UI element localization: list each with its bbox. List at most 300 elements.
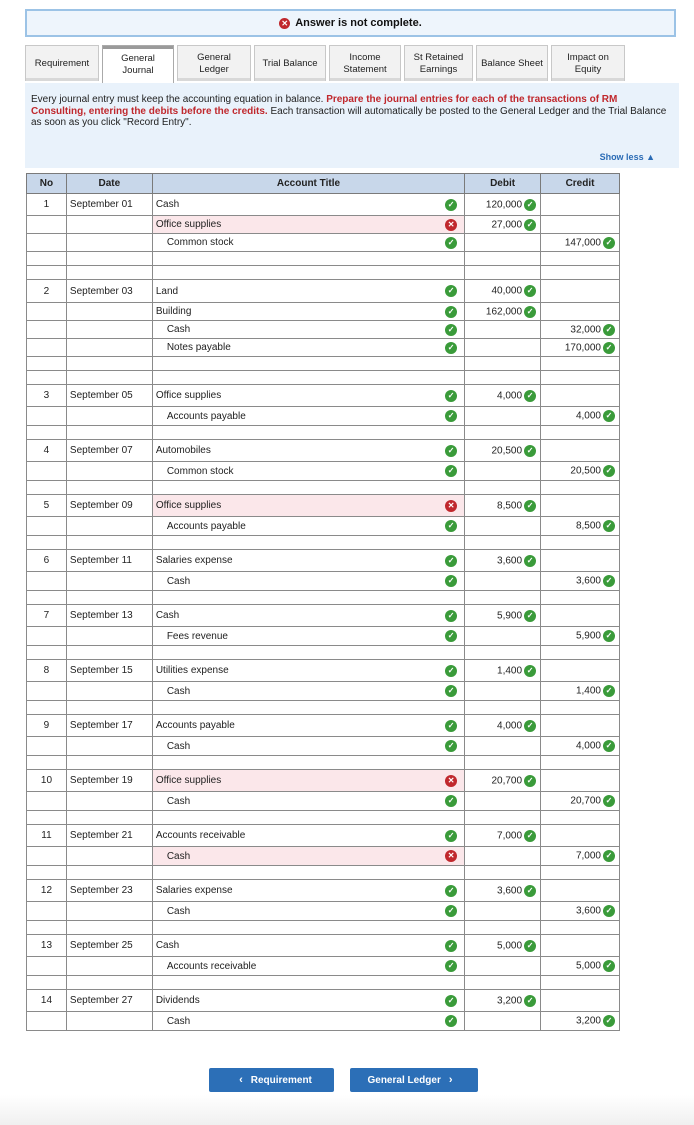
account-title-cell[interactable] bbox=[152, 517, 464, 536]
entry-date-cell[interactable]: September 21 bbox=[66, 825, 152, 847]
entry-date-cell[interactable]: September 03 bbox=[66, 280, 152, 303]
account-title: Cash bbox=[166, 685, 191, 697]
debit-cell[interactable] bbox=[465, 957, 541, 976]
credit-amount: 170,000 bbox=[564, 342, 601, 354]
account-title-cell[interactable] bbox=[152, 280, 464, 303]
entry-number: 11 bbox=[27, 825, 67, 847]
check-icon: ✓ bbox=[445, 237, 457, 249]
credit-cell[interactable] bbox=[541, 811, 620, 825]
account-title-cell[interactable] bbox=[152, 737, 464, 756]
debit-cell[interactable] bbox=[465, 426, 541, 440]
debit-cell[interactable] bbox=[465, 976, 541, 990]
account-title-cell[interactable] bbox=[152, 216, 464, 234]
account-title: Cash bbox=[166, 1015, 191, 1027]
entry-date-cell bbox=[66, 847, 152, 866]
journal-line bbox=[27, 303, 620, 321]
journal-line bbox=[27, 194, 620, 216]
account-title-cell[interactable] bbox=[152, 701, 464, 715]
credit-amount: 3,600 bbox=[575, 905, 601, 917]
credit-cell[interactable] bbox=[541, 194, 620, 216]
account-title-cell[interactable] bbox=[152, 550, 464, 572]
credit-cell[interactable] bbox=[541, 462, 620, 481]
account-title: Cash bbox=[166, 795, 191, 807]
account-title-cell[interactable] bbox=[152, 591, 464, 605]
account-title-cell[interactable] bbox=[152, 646, 464, 660]
debit-cell[interactable] bbox=[465, 536, 541, 550]
entry-number bbox=[27, 866, 67, 880]
credit-cell[interactable] bbox=[541, 426, 620, 440]
debit-cell[interactable] bbox=[465, 737, 541, 756]
account-title-cell[interactable] bbox=[152, 682, 464, 701]
debit-cell[interactable] bbox=[465, 303, 541, 321]
credit-cell[interactable] bbox=[541, 1012, 620, 1031]
account-title-cell[interactable] bbox=[152, 1012, 464, 1031]
account-title-cell[interactable] bbox=[152, 770, 464, 792]
tab-balance-sheet[interactable]: Balance Sheet bbox=[476, 45, 548, 81]
check-icon: ✓ bbox=[445, 1015, 457, 1027]
entry-date-cell bbox=[66, 234, 152, 252]
account-title-cell[interactable] bbox=[152, 194, 464, 216]
journal-line bbox=[27, 792, 620, 811]
journal-header-row bbox=[27, 174, 620, 194]
credit-cell[interactable] bbox=[541, 357, 620, 371]
entry-date-cell[interactable] bbox=[66, 866, 152, 880]
account-title-cell[interactable] bbox=[152, 811, 464, 825]
entry-number bbox=[27, 339, 67, 357]
debit-amount: 1,400 bbox=[497, 665, 523, 677]
debit-cell[interactable] bbox=[465, 321, 541, 339]
entry-date-cell[interactable]: September 07 bbox=[66, 440, 152, 462]
entry-number bbox=[27, 266, 67, 280]
account-title: Cash bbox=[166, 850, 191, 862]
blank-journal-line bbox=[27, 701, 620, 715]
entry-number bbox=[27, 572, 67, 591]
credit-cell[interactable] bbox=[541, 303, 620, 321]
debit-cell[interactable] bbox=[465, 825, 541, 847]
debit-cell[interactable] bbox=[465, 440, 541, 462]
blank-journal-line bbox=[27, 426, 620, 440]
check-icon: ✓ bbox=[445, 285, 457, 297]
debit-cell[interactable] bbox=[465, 371, 541, 385]
debit-amount: 27,000 bbox=[491, 219, 523, 231]
debit-cell[interactable] bbox=[465, 252, 541, 266]
account-title: Fees revenue bbox=[166, 630, 228, 642]
check-icon: ✓ bbox=[445, 960, 457, 972]
journal-line bbox=[27, 385, 620, 407]
credit-cell[interactable] bbox=[541, 847, 620, 866]
credit-cell[interactable] bbox=[541, 660, 620, 682]
check-icon: ✓ bbox=[603, 1015, 615, 1027]
credit-cell[interactable] bbox=[541, 234, 620, 252]
debit-cell[interactable] bbox=[465, 572, 541, 591]
credit-cell[interactable] bbox=[541, 921, 620, 935]
debit-cell[interactable] bbox=[465, 756, 541, 770]
debit-amount: 40,000 bbox=[491, 285, 523, 297]
error-x-icon: ✕ bbox=[445, 219, 457, 231]
entry-number bbox=[27, 701, 67, 715]
debit-cell[interactable] bbox=[465, 550, 541, 572]
check-icon: ✓ bbox=[603, 740, 615, 752]
check-icon: ✓ bbox=[524, 306, 536, 318]
check-icon: ✓ bbox=[445, 830, 457, 842]
account-title-cell[interactable] bbox=[152, 715, 464, 737]
debit-amount: 20,700 bbox=[491, 775, 523, 787]
account-title-cell[interactable] bbox=[152, 866, 464, 880]
debit-cell[interactable] bbox=[465, 216, 541, 234]
col-header-debit: Debit bbox=[465, 174, 541, 194]
debit-cell[interactable] bbox=[465, 770, 541, 792]
journal-body bbox=[27, 194, 620, 1031]
journal-line bbox=[27, 737, 620, 756]
account-title-cell[interactable] bbox=[152, 660, 464, 682]
credit-amount: 32,000 bbox=[570, 324, 601, 336]
credit-amount: 5,900 bbox=[575, 630, 601, 642]
credit-cell[interactable] bbox=[541, 935, 620, 957]
debit-cell[interactable] bbox=[465, 902, 541, 921]
blank-journal-line bbox=[27, 921, 620, 935]
account-title-cell[interactable] bbox=[152, 385, 464, 407]
blank-journal-line bbox=[27, 371, 620, 385]
debit-cell[interactable] bbox=[465, 462, 541, 481]
account-title-cell[interactable] bbox=[152, 957, 464, 976]
entry-date-cell[interactable]: September 15 bbox=[66, 660, 152, 682]
account-title-cell[interactable] bbox=[152, 536, 464, 550]
credit-cell[interactable] bbox=[541, 792, 620, 811]
page-footer bbox=[0, 1095, 694, 1125]
check-icon: ✓ bbox=[445, 940, 457, 952]
journal-line bbox=[27, 321, 620, 339]
credit-cell[interactable] bbox=[541, 976, 620, 990]
credit-cell[interactable] bbox=[541, 646, 620, 660]
tab-trial-balance[interactable]: Trial Balance bbox=[254, 45, 326, 81]
entry-date-cell[interactable]: September 01 bbox=[66, 194, 152, 216]
debit-cell[interactable] bbox=[465, 266, 541, 280]
account-title: Accounts receivable bbox=[166, 960, 257, 972]
entry-date-cell[interactable] bbox=[66, 646, 152, 660]
debit-cell[interactable] bbox=[465, 194, 541, 216]
account-title-cell[interactable] bbox=[152, 847, 464, 866]
credit-amount: 4,000 bbox=[575, 410, 601, 422]
check-icon: ✓ bbox=[445, 995, 457, 1007]
credit-cell[interactable] bbox=[541, 770, 620, 792]
journal-line bbox=[27, 216, 620, 234]
entry-date-cell[interactable]: September 11 bbox=[66, 550, 152, 572]
entry-date-cell[interactable]: September 27 bbox=[66, 990, 152, 1012]
journal-line bbox=[27, 1012, 620, 1031]
blank-journal-line bbox=[27, 811, 620, 825]
debit-cell[interactable] bbox=[465, 495, 541, 517]
check-icon: ✓ bbox=[524, 610, 536, 622]
credit-cell[interactable] bbox=[541, 481, 620, 495]
credit-cell[interactable] bbox=[541, 756, 620, 770]
check-icon: ✓ bbox=[445, 905, 457, 917]
entry-date-cell[interactable] bbox=[66, 536, 152, 550]
entry-date-cell[interactable]: September 09 bbox=[66, 495, 152, 517]
credit-cell[interactable] bbox=[541, 216, 620, 234]
account-title: Salaries expense bbox=[155, 555, 233, 566]
credit-amount: 147,000 bbox=[564, 237, 601, 249]
next-general-ledger-button[interactable] bbox=[350, 1068, 478, 1092]
entry-date-cell[interactable] bbox=[66, 921, 152, 935]
credit-cell[interactable] bbox=[541, 280, 620, 303]
entry-date-cell[interactable]: September 13 bbox=[66, 605, 152, 627]
account-title: Office supplies bbox=[155, 390, 222, 401]
debit-cell[interactable] bbox=[465, 407, 541, 426]
entry-date-cell bbox=[66, 957, 152, 976]
show-less-link[interactable]: Show less ▲ bbox=[599, 151, 655, 162]
debit-cell[interactable] bbox=[465, 921, 541, 935]
account-title-cell[interactable] bbox=[152, 572, 464, 591]
entry-number bbox=[27, 627, 67, 646]
credit-cell[interactable] bbox=[541, 880, 620, 902]
entry-date-cell bbox=[66, 1012, 152, 1031]
credit-cell[interactable] bbox=[541, 440, 620, 462]
debit-cell[interactable] bbox=[465, 811, 541, 825]
credit-cell[interactable] bbox=[541, 252, 620, 266]
tab-st-retained-earnings[interactable]: St Retained Earnings bbox=[404, 45, 473, 81]
account-title-cell[interactable] bbox=[152, 976, 464, 990]
entry-date-cell[interactable] bbox=[66, 252, 152, 266]
journal-line bbox=[27, 280, 620, 303]
credit-amount: 7,000 bbox=[575, 850, 601, 862]
entry-date-cell[interactable]: September 05 bbox=[66, 385, 152, 407]
entry-number bbox=[27, 407, 67, 426]
check-icon: ✓ bbox=[445, 342, 457, 354]
journal-line bbox=[27, 234, 620, 252]
check-icon: ✓ bbox=[445, 630, 457, 642]
instructions-text: Every journal entry must keep the accounting equation in balance. bbox=[31, 94, 327, 105]
check-icon: ✓ bbox=[445, 520, 457, 532]
account-title-cell[interactable] bbox=[152, 303, 464, 321]
credit-cell[interactable] bbox=[541, 266, 620, 280]
account-title-cell[interactable] bbox=[152, 339, 464, 357]
check-icon: ✓ bbox=[603, 410, 615, 422]
entry-date-cell[interactable] bbox=[66, 371, 152, 385]
prev-requirement-button[interactable] bbox=[209, 1068, 334, 1092]
journal-line bbox=[27, 770, 620, 792]
entry-number bbox=[27, 462, 67, 481]
account-title-cell[interactable] bbox=[152, 234, 464, 252]
debit-cell[interactable] bbox=[465, 847, 541, 866]
account-title: Cash bbox=[155, 940, 180, 951]
debit-cell[interactable] bbox=[465, 234, 541, 252]
credit-cell[interactable] bbox=[541, 902, 620, 921]
credit-cell[interactable] bbox=[541, 591, 620, 605]
account-title-cell[interactable] bbox=[152, 426, 464, 440]
check-icon: ✓ bbox=[524, 995, 536, 1007]
check-icon: ✓ bbox=[445, 685, 457, 697]
check-icon: ✓ bbox=[603, 795, 615, 807]
credit-cell[interactable] bbox=[541, 627, 620, 646]
account-title-cell[interactable] bbox=[152, 495, 464, 517]
journal-line bbox=[27, 407, 620, 426]
entry-number bbox=[27, 646, 67, 660]
debit-cell[interactable] bbox=[465, 591, 541, 605]
account-title-cell[interactable] bbox=[152, 266, 464, 280]
credit-cell[interactable] bbox=[541, 321, 620, 339]
credit-cell[interactable] bbox=[541, 715, 620, 737]
credit-cell[interactable] bbox=[541, 605, 620, 627]
debit-cell[interactable] bbox=[465, 715, 541, 737]
journal-line bbox=[27, 605, 620, 627]
tab-income-statement[interactable]: Income Statement bbox=[329, 45, 401, 81]
debit-cell[interactable] bbox=[465, 280, 541, 303]
debit-cell[interactable] bbox=[465, 1012, 541, 1031]
entry-date-cell bbox=[66, 462, 152, 481]
debit-amount: 3,600 bbox=[497, 885, 523, 897]
credit-cell[interactable] bbox=[541, 495, 620, 517]
check-icon: ✓ bbox=[524, 555, 536, 567]
check-icon: ✓ bbox=[524, 500, 536, 512]
tab-requirement[interactable]: Requirement bbox=[25, 45, 99, 81]
credit-cell[interactable] bbox=[541, 385, 620, 407]
debit-cell[interactable] bbox=[465, 935, 541, 957]
entry-date-cell bbox=[66, 216, 152, 234]
account-title-cell[interactable] bbox=[152, 880, 464, 902]
blank-journal-line bbox=[27, 266, 620, 280]
credit-amount: 20,500 bbox=[570, 465, 601, 477]
entry-number: 6 bbox=[27, 550, 67, 572]
debit-cell[interactable] bbox=[465, 481, 541, 495]
blank-journal-line bbox=[27, 866, 620, 880]
debit-cell[interactable] bbox=[465, 605, 541, 627]
account-title-cell[interactable] bbox=[152, 921, 464, 935]
account-title-cell[interactable] bbox=[152, 462, 464, 481]
account-title: Accounts payable bbox=[166, 520, 246, 532]
journal-line bbox=[27, 880, 620, 902]
account-title-cell[interactable] bbox=[152, 357, 464, 371]
account-title-cell[interactable] bbox=[152, 481, 464, 495]
debit-cell[interactable] bbox=[465, 660, 541, 682]
check-icon: ✓ bbox=[445, 390, 457, 402]
debit-amount: 5,900 bbox=[497, 610, 523, 622]
account-title-cell[interactable] bbox=[152, 825, 464, 847]
debit-cell[interactable] bbox=[465, 357, 541, 371]
entry-date-cell[interactable]: September 25 bbox=[66, 935, 152, 957]
entry-date-cell[interactable]: September 17 bbox=[66, 715, 152, 737]
credit-cell[interactable] bbox=[541, 682, 620, 701]
blank-journal-line bbox=[27, 252, 620, 266]
credit-cell[interactable] bbox=[541, 957, 620, 976]
debit-cell[interactable] bbox=[465, 990, 541, 1012]
debit-cell[interactable] bbox=[465, 682, 541, 701]
debit-cell[interactable] bbox=[465, 627, 541, 646]
chevron-right-icon: › bbox=[448, 1074, 453, 1086]
entry-date-cell[interactable] bbox=[66, 426, 152, 440]
entry-number bbox=[27, 371, 67, 385]
account-title-cell[interactable] bbox=[152, 935, 464, 957]
entry-number bbox=[27, 536, 67, 550]
check-icon: ✓ bbox=[524, 219, 536, 231]
credit-cell[interactable] bbox=[541, 737, 620, 756]
credit-cell[interactable] bbox=[541, 572, 620, 591]
entry-date-cell bbox=[66, 627, 152, 646]
account-title-cell[interactable] bbox=[152, 627, 464, 646]
entry-date-cell[interactable] bbox=[66, 266, 152, 280]
debit-cell[interactable] bbox=[465, 646, 541, 660]
error-x-icon: ✕ bbox=[445, 775, 457, 787]
credit-cell[interactable] bbox=[541, 866, 620, 880]
entry-date-cell[interactable] bbox=[66, 591, 152, 605]
credit-amount: 4,000 bbox=[575, 740, 601, 752]
entry-number bbox=[27, 252, 67, 266]
entry-date-cell[interactable]: September 19 bbox=[66, 770, 152, 792]
credit-cell[interactable] bbox=[541, 990, 620, 1012]
debit-cell[interactable] bbox=[465, 880, 541, 902]
entry-number bbox=[27, 682, 67, 701]
entry-number: 12 bbox=[27, 880, 67, 902]
col-header-date: Date bbox=[66, 174, 152, 194]
credit-cell[interactable] bbox=[541, 339, 620, 357]
credit-cell[interactable] bbox=[541, 536, 620, 550]
entry-number: 10 bbox=[27, 770, 67, 792]
account-title: Cash bbox=[166, 575, 191, 587]
check-icon: ✓ bbox=[603, 905, 615, 917]
debit-amount: 3,600 bbox=[497, 555, 523, 567]
tab-general-ledger[interactable]: General Ledger bbox=[177, 45, 251, 81]
account-title-cell[interactable] bbox=[152, 252, 464, 266]
entry-number: 7 bbox=[27, 605, 67, 627]
account-title-cell[interactable] bbox=[152, 321, 464, 339]
entry-date-cell[interactable] bbox=[66, 976, 152, 990]
credit-cell[interactable] bbox=[541, 701, 620, 715]
check-icon: ✓ bbox=[445, 555, 457, 567]
credit-cell[interactable] bbox=[541, 371, 620, 385]
blank-journal-line bbox=[27, 357, 620, 371]
entry-date-cell[interactable] bbox=[66, 357, 152, 371]
debit-amount: 3,200 bbox=[497, 995, 523, 1007]
entry-number bbox=[27, 756, 67, 770]
credit-cell[interactable] bbox=[541, 550, 620, 572]
entry-date-cell[interactable] bbox=[66, 701, 152, 715]
tab-general-journal[interactable]: General Journal bbox=[102, 45, 174, 83]
account-title: Building bbox=[155, 306, 192, 317]
entry-date-cell[interactable]: September 23 bbox=[66, 880, 152, 902]
account-title: Cash bbox=[166, 740, 191, 752]
entry-number bbox=[27, 957, 67, 976]
credit-cell[interactable] bbox=[541, 825, 620, 847]
journal-line bbox=[27, 682, 620, 701]
account-title-cell[interactable] bbox=[152, 902, 464, 921]
check-icon: ✓ bbox=[524, 199, 536, 211]
tab-impact-on-equity[interactable]: Impact on Equity bbox=[551, 45, 625, 81]
check-icon: ✓ bbox=[445, 410, 457, 422]
account-title-cell[interactable] bbox=[152, 371, 464, 385]
account-title-cell[interactable] bbox=[152, 407, 464, 426]
check-icon: ✓ bbox=[445, 720, 457, 732]
debit-cell[interactable] bbox=[465, 866, 541, 880]
account-title-cell[interactable] bbox=[152, 756, 464, 770]
account-title-cell[interactable] bbox=[152, 792, 464, 811]
account-title-cell[interactable] bbox=[152, 440, 464, 462]
debit-cell[interactable] bbox=[465, 517, 541, 536]
account-title-cell[interactable] bbox=[152, 605, 464, 627]
debit-cell[interactable] bbox=[465, 701, 541, 715]
entry-date-cell[interactable] bbox=[66, 481, 152, 495]
debit-cell[interactable] bbox=[465, 792, 541, 811]
col-header-credit: Credit bbox=[541, 174, 620, 194]
debit-cell[interactable] bbox=[465, 385, 541, 407]
debit-cell[interactable] bbox=[465, 339, 541, 357]
entry-date-cell[interactable] bbox=[66, 756, 152, 770]
entry-date-cell bbox=[66, 339, 152, 357]
entry-date-cell[interactable] bbox=[66, 811, 152, 825]
credit-cell[interactable] bbox=[541, 407, 620, 426]
credit-cell[interactable] bbox=[541, 517, 620, 536]
entry-number bbox=[27, 792, 67, 811]
entry-number: 4 bbox=[27, 440, 67, 462]
account-title-cell[interactable] bbox=[152, 990, 464, 1012]
